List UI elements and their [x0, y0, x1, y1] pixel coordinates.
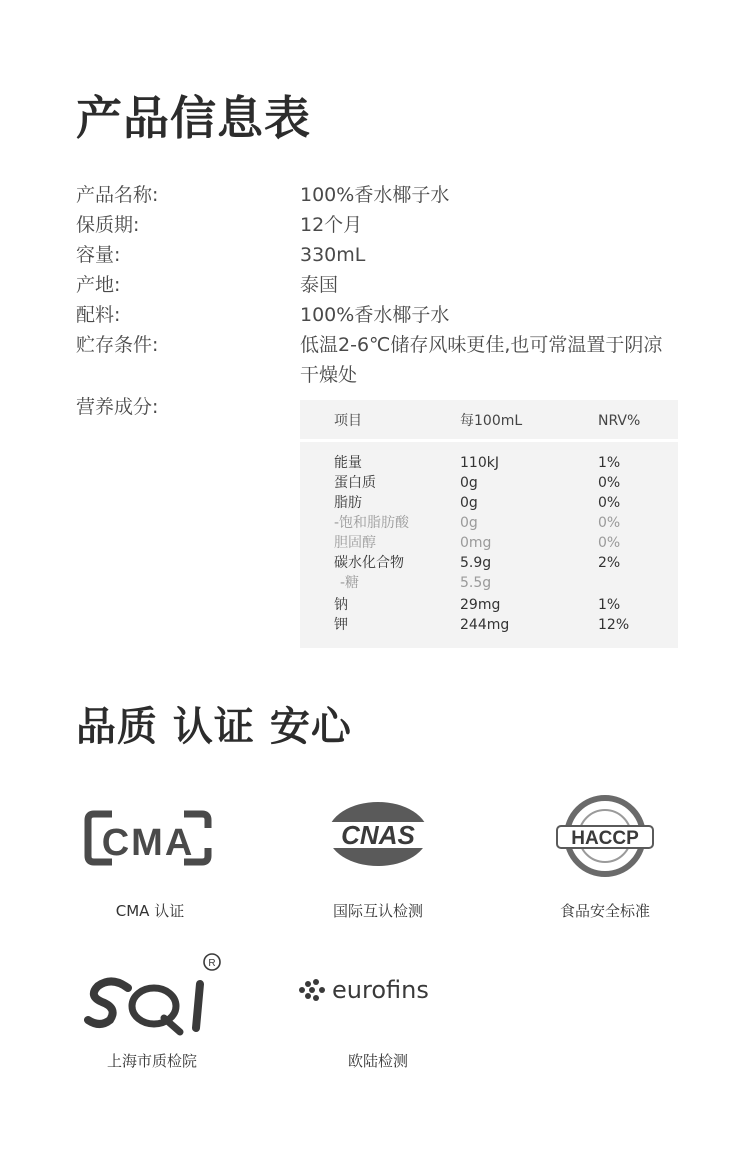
table-cell: 0g: [460, 515, 478, 531]
cert-label: 欧陆检测: [347, 1052, 408, 1070]
info-label: 产品名称:: [76, 184, 159, 206]
info-label: 产地:: [76, 274, 121, 296]
table-cell: 0%: [598, 535, 621, 551]
haccp-logo-text: HACCP: [571, 828, 639, 849]
table-cell: 0g: [460, 475, 478, 491]
table-cell: -饱和脂肪酸: [334, 515, 410, 531]
table-row: [300, 615, 678, 635]
cert-sqi: [52, 958, 252, 1082]
table-cell: 5.5g: [460, 575, 492, 591]
page-title: 产品信息表: [76, 91, 311, 145]
info-label: 配料:: [76, 304, 121, 326]
header-cell: NRV%: [598, 413, 641, 429]
haccp-logo-icon: [505, 800, 705, 880]
table-row: [300, 493, 678, 513]
table-cell: 蛋白质: [334, 475, 376, 491]
info-value: 100%香水椰子水: [300, 184, 450, 206]
table-cell: 胆固醇: [334, 535, 376, 551]
table-cell: 2%: [598, 555, 621, 571]
table-cell: 0g: [460, 495, 478, 511]
table-cell: 0%: [598, 475, 621, 491]
info-value: 330mL: [300, 244, 366, 266]
header-cell: 项目: [334, 413, 362, 429]
table-cell: 1%: [598, 455, 621, 471]
table-cell: 0%: [598, 495, 621, 511]
eurofins-logo-icon: [278, 962, 478, 1042]
info-value: 泰国: [300, 274, 339, 296]
table-row: [300, 533, 678, 553]
table-row: [300, 473, 678, 493]
cert-label: 上海市质检院: [106, 1052, 197, 1070]
table-cell: 0%: [598, 515, 621, 531]
sqi-logo-text: SQI: [151, 1042, 153, 1043]
nutrition-table-header: [300, 400, 678, 442]
cma-logo-text: CMA: [101, 822, 195, 864]
cert-cma: [50, 800, 250, 930]
table-cell: 110kJ: [460, 455, 499, 471]
table-cell: 0mg: [460, 535, 492, 551]
table-row: [300, 595, 678, 615]
cnas-logo-icon: [278, 800, 478, 880]
table-cell: 244mg: [460, 617, 510, 633]
cert-label: 食品安全标准: [559, 902, 650, 920]
cert-label: 国际互认检测: [332, 902, 423, 920]
cert-eurofins: [278, 962, 478, 1082]
table-cell: -糖: [340, 575, 360, 591]
table-cell: 能量: [334, 455, 362, 471]
table-cell: 钾: [334, 617, 348, 633]
info-label: 贮存条件:: [76, 334, 159, 356]
table-cell: 碳水化合物: [334, 555, 404, 571]
eurofins-logo-text: eurofins: [332, 976, 429, 1004]
table-cell: 12%: [598, 617, 630, 633]
nutrition-table: [300, 400, 678, 648]
table-cell: 29mg: [460, 597, 501, 613]
info-label: 保质期:: [76, 214, 140, 236]
cert-cnas: [278, 800, 478, 930]
info-label: 营养成分:: [76, 396, 159, 418]
info-label: 容量:: [76, 244, 121, 266]
table-row: [300, 453, 678, 473]
sqi-logo-icon: [52, 958, 252, 1043]
table-cell: 5.9g: [460, 555, 492, 571]
cert-label: CMA 认证: [115, 902, 185, 920]
quality-title: 品质 认证 安心: [76, 704, 352, 750]
table-row: [300, 553, 678, 573]
header-cell: 每100mL: [460, 413, 523, 429]
table-row: [300, 573, 678, 593]
info-value: 12个月: [300, 214, 363, 236]
svg-text:R: R: [208, 958, 216, 969]
info-value: 100%香水椰子水: [300, 304, 450, 326]
cnas-logo-text: CNAS: [341, 820, 415, 850]
info-value: 低温2-6℃储存风味更佳,也可常温置于阴凉干燥处: [300, 334, 663, 386]
table-cell: 1%: [598, 597, 621, 613]
table-cell: 钠: [334, 597, 348, 613]
table-row: [300, 513, 678, 533]
cma-logo-icon: [50, 800, 250, 880]
table-cell: 脂肪: [334, 495, 362, 511]
cert-haccp: [505, 800, 705, 930]
